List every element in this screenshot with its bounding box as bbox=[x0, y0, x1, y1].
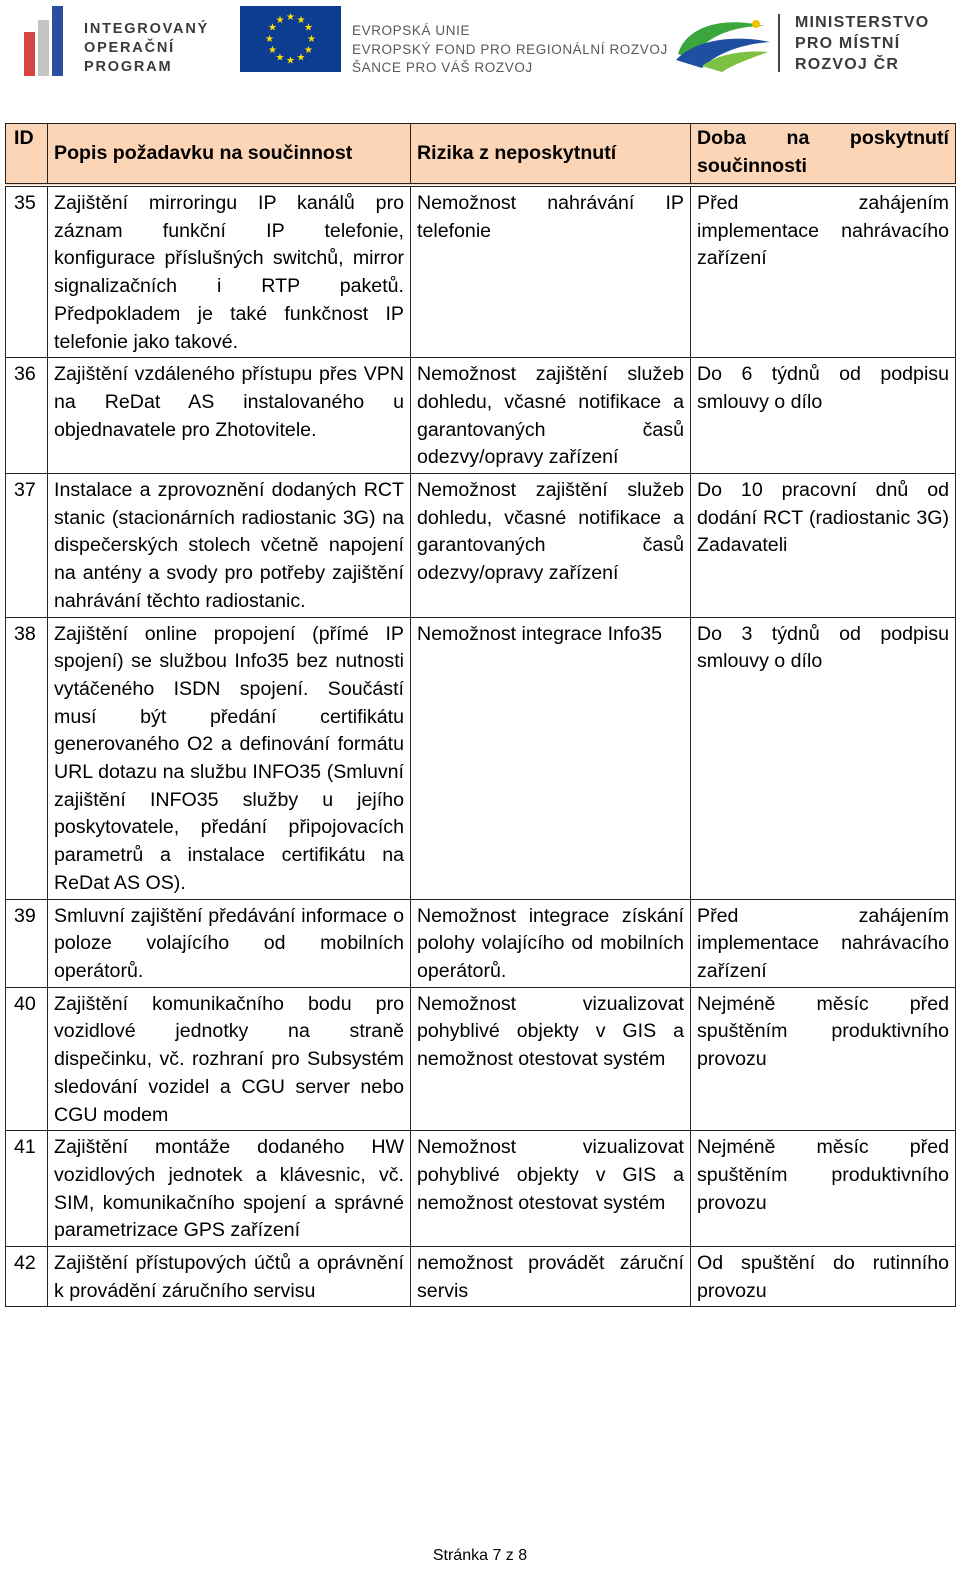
table-row bbox=[6, 185, 956, 358]
row-id: 37 bbox=[6, 474, 48, 618]
requirements-table bbox=[5, 123, 956, 1307]
table-row bbox=[6, 987, 956, 1131]
row-rizika: Nemožnost integrace Info35 bbox=[411, 617, 691, 899]
svg-text:★: ★ bbox=[304, 45, 313, 56]
eu-flag-icon bbox=[240, 6, 341, 72]
iop-logo-text: INTEGROVANÝ OPERAČNÍ PROGRAM bbox=[84, 21, 210, 75]
iop-bars-icon bbox=[24, 6, 76, 76]
iop-logo bbox=[24, 6, 214, 76]
svg-text:★: ★ bbox=[268, 45, 277, 56]
svg-text:★: ★ bbox=[304, 22, 313, 34]
row-rizika: Nemožnost vizualizovat pohyblivé objekty v GIS a nemožnost otestovat systém bbox=[411, 987, 691, 1131]
row-rizika: Nemožnost zajištění služeb dohledu, včasné notifikace a garantovaných časů odezvy/opravy zařízení bbox=[411, 358, 691, 474]
row-doba: Do 6 týdnů od podpisu smlouvy o dílo bbox=[691, 358, 956, 474]
row-popis: Zajištění montáže dodaného HW vozidlových jednotek a klávesnic, vč. SIM, komunikačního spojení a správné parametrizace GPS zařízení bbox=[48, 1131, 411, 1247]
row-doba: Před zahájením implementace nahrávacího zařízení bbox=[691, 185, 956, 358]
mmr-emblem-icon bbox=[672, 14, 774, 74]
column-header-id: ID bbox=[6, 124, 48, 186]
eu-logo-text: EVROPSKÁ UNIE EVROPSKÝ FOND PRO REGIONÁLNÍ ROZVOJ ŠANCE PRO VÁŠ ROZVOJ bbox=[352, 23, 668, 75]
table-row bbox=[6, 899, 956, 987]
svg-text:★: ★ bbox=[296, 52, 306, 64]
row-id: 41 bbox=[6, 1131, 48, 1247]
mmr-logo-text: MINISTERSTVO PRO MÍSTNÍ ROZVOJ ČR bbox=[795, 14, 930, 73]
row-rizika: Nemožnost nahrávání IP telefonie bbox=[411, 185, 691, 358]
row-popis: Zajištění mirroringu IP kanálů pro záznam funkční IP telefonie, konfigurace příslušných switchů, mirror signalizačních i RTP paketů. Předpokladem je také funkčnost IP telefonie jako takové. bbox=[48, 185, 411, 358]
row-popis: Zajištění vzdáleného přístupu přes VPN na ReDat AS instalovaného u objednavatele pro Zhotovitele. bbox=[48, 358, 411, 474]
table-row bbox=[6, 474, 956, 618]
row-doba: Před zahájením implementace nahrávacího zařízení bbox=[691, 899, 956, 987]
page-number: Stránka 7 z 8 bbox=[432, 1547, 528, 1564]
table-row bbox=[6, 617, 956, 899]
table-row bbox=[6, 358, 956, 474]
row-id: 40 bbox=[6, 987, 48, 1131]
header-logos bbox=[0, 0, 960, 90]
table-row bbox=[6, 1247, 956, 1307]
mmr-divider bbox=[778, 14, 780, 72]
row-rizika: nemožnost provádět záruční servis bbox=[411, 1247, 691, 1307]
row-id: 38 bbox=[6, 617, 48, 899]
column-header-rizika: Rizika z neposkytnutí bbox=[411, 124, 691, 186]
table-row bbox=[6, 1131, 956, 1247]
svg-text:★: ★ bbox=[286, 55, 295, 67]
row-doba: Nejméně měsíc před spuštěním produktivního provozu bbox=[691, 1131, 956, 1247]
row-rizika: Nemožnost zajištění služeb dohledu, včasné notifikace a garantovaných časů odezvy/opravy zařízení bbox=[411, 474, 691, 618]
svg-text:★: ★ bbox=[268, 22, 277, 34]
row-rizika: Nemožnost vizualizovat pohyblivé objekty v GIS a nemožnost otestovat systém bbox=[411, 1131, 691, 1247]
svg-text:★: ★ bbox=[307, 34, 316, 45]
row-doba: Do 10 pracovní dnů od dodání RCT (radiostanic 3G) Zadavateli bbox=[691, 474, 956, 618]
row-id: 36 bbox=[6, 358, 48, 474]
row-doba: Do 3 týdnů od podpisu smlouvy o dílo bbox=[691, 617, 956, 899]
svg-text:★: ★ bbox=[275, 52, 285, 64]
row-doba: Od spuštění do rutinního provozu bbox=[691, 1247, 956, 1307]
row-rizika: Nemožnost integrace získání polohy volajícího od mobilních operátorů. bbox=[411, 899, 691, 987]
row-id: 42 bbox=[6, 1247, 48, 1307]
svg-text:★: ★ bbox=[296, 15, 306, 26]
svg-text:★: ★ bbox=[265, 34, 274, 45]
row-popis: Instalace a zprovoznění dodaných RCT stanic (stacionárních radiostanic 3G) na dispečerských stolech včetně napojení na antény a svody pro potřeby zajištění nahrávání těchto radiostanic. bbox=[48, 474, 411, 618]
row-id: 39 bbox=[6, 899, 48, 987]
row-popis: Zajištění komunikačního bodu pro vozidlové jednotky na straně dispečinku, vč. rozhraní pro Subsystém sledování vozidel a CGU server nebo CGU modem bbox=[48, 987, 411, 1131]
row-popis: Smluvní zajištění předávání informace o poloze volajícího od mobilních operátorů. bbox=[48, 899, 411, 987]
svg-text:★: ★ bbox=[286, 12, 295, 23]
column-header-popis: Popis požadavku na součinnost bbox=[48, 124, 411, 186]
table-header-row bbox=[6, 124, 956, 186]
column-header-doba: Doba na poskytnutí součinnosti bbox=[691, 124, 956, 186]
svg-text:★: ★ bbox=[275, 15, 285, 26]
row-popis: Zajištění online propojení (přímé IP spojení) se službou Info35 bez nutnosti vytáčeného ISDN spojení. Součástí musí být předání certifikátu generovaného O2 a definování formátu URL dotazu na službu INFO35 (Smluvní zajištění INFO35 služby u jejího poskytovatele, předání připojovacích parametrů a instalace certifikátu na ReDat AS OS). bbox=[48, 617, 411, 899]
row-popis: Zajištění přístupových účtů a oprávnění k provádění záručního servisu bbox=[48, 1247, 411, 1307]
row-doba: Nejméně měsíc před spuštěním produktivního provozu bbox=[691, 987, 956, 1131]
row-id: 35 bbox=[6, 185, 48, 358]
